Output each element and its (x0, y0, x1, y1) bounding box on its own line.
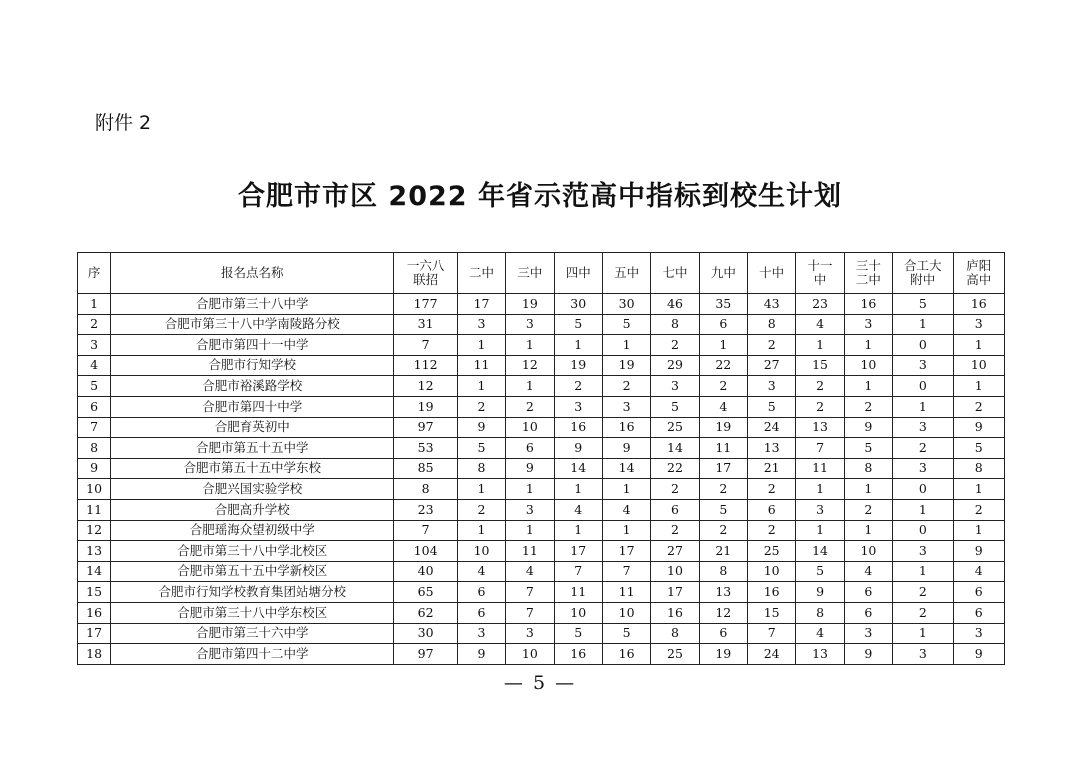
quota-cell: 10 (602, 602, 650, 623)
table-row (78, 582, 1005, 603)
quota-cell: 2 (844, 499, 892, 520)
row-index-cell: 10 (78, 479, 111, 500)
quota-cell: 3 (506, 314, 554, 335)
quota-cell: 35 (699, 294, 747, 315)
quota-cell: 1 (602, 335, 650, 356)
school-name-cell: 合肥市第四十一中学 (111, 335, 394, 356)
quota-cell: 43 (748, 294, 796, 315)
quota-cell: 2 (844, 396, 892, 417)
quota-cell: 3 (796, 499, 844, 520)
quota-cell: 2 (893, 602, 953, 623)
column-header: 庐阳 高中 (953, 253, 1004, 294)
quota-cell: 17 (554, 541, 602, 562)
quota-cell: 1 (796, 479, 844, 500)
quota-cell: 9 (953, 644, 1004, 665)
quota-cell: 3 (651, 376, 699, 397)
quota-cell: 10 (953, 355, 1004, 376)
table-row (78, 314, 1005, 335)
row-index-cell: 12 (78, 520, 111, 541)
school-name-cell: 合肥高升学校 (111, 499, 394, 520)
quota-cell: 12 (699, 602, 747, 623)
row-index-cell: 8 (78, 438, 111, 459)
quota-cell: 16 (602, 417, 650, 438)
quota-cell: 177 (394, 294, 457, 315)
school-name-cell: 合肥市第四十二中学 (111, 644, 394, 665)
quota-cell: 15 (796, 355, 844, 376)
row-index-cell: 11 (78, 499, 111, 520)
quota-cell: 8 (457, 458, 505, 479)
quota-cell: 16 (953, 294, 1004, 315)
quota-cell: 104 (394, 541, 457, 562)
quota-cell: 1 (844, 479, 892, 500)
quota-cell: 23 (796, 294, 844, 315)
quota-cell: 19 (602, 355, 650, 376)
school-name-cell: 合肥兴国实验学校 (111, 479, 394, 500)
quota-cell: 8 (796, 602, 844, 623)
quota-cell: 7 (748, 623, 796, 644)
school-name-cell: 合肥市第三十八中学南陵路分校 (111, 314, 394, 335)
quota-cell: 9 (844, 644, 892, 665)
quota-cell: 1 (893, 499, 953, 520)
school-name-cell: 合肥市第四十中学 (111, 396, 394, 417)
quota-cell: 25 (651, 417, 699, 438)
quota-cell: 9 (457, 417, 505, 438)
quota-cell: 5 (893, 294, 953, 315)
quota-cell: 6 (651, 499, 699, 520)
quota-cell: 5 (953, 438, 1004, 459)
column-header: 三十 二中 (844, 253, 892, 294)
quota-cell: 13 (796, 644, 844, 665)
quota-cell: 24 (748, 644, 796, 665)
quota-cell: 1 (953, 520, 1004, 541)
quota-cell: 0 (893, 376, 953, 397)
quota-cell: 9 (796, 582, 844, 603)
row-index-cell: 15 (78, 582, 111, 603)
quota-cell: 3 (506, 499, 554, 520)
table-row (78, 335, 1005, 356)
quota-cell: 16 (651, 602, 699, 623)
quota-cell: 11 (506, 541, 554, 562)
quota-cell: 2 (699, 479, 747, 500)
quota-cell: 11 (554, 582, 602, 603)
school-name-cell: 合肥市裕溪路学校 (111, 376, 394, 397)
quota-cell: 112 (394, 355, 457, 376)
quota-cell: 30 (602, 294, 650, 315)
table-row (78, 561, 1005, 582)
table-header-row (78, 253, 1005, 294)
quota-cell: 2 (457, 499, 505, 520)
school-name-cell: 合肥市行知学校 (111, 355, 394, 376)
column-header: 七中 (651, 253, 699, 294)
quota-cell: 25 (651, 644, 699, 665)
quota-cell: 1 (506, 376, 554, 397)
quota-cell: 1 (457, 376, 505, 397)
quota-cell: 24 (748, 417, 796, 438)
table-row (78, 623, 1005, 644)
quota-cell: 1 (506, 479, 554, 500)
quota-cell: 8 (651, 623, 699, 644)
quota-cell: 3 (844, 623, 892, 644)
quota-cell: 4 (796, 314, 844, 335)
quota-cell: 6 (748, 499, 796, 520)
quota-cell: 9 (554, 438, 602, 459)
quota-cell: 12 (506, 355, 554, 376)
quota-cell: 4 (699, 396, 747, 417)
quota-cell: 2 (796, 396, 844, 417)
quota-cell: 8 (844, 458, 892, 479)
quota-cell: 16 (602, 644, 650, 665)
quota-cell: 1 (506, 520, 554, 541)
table-row (78, 355, 1005, 376)
quota-cell: 3 (457, 314, 505, 335)
quota-cell: 7 (506, 602, 554, 623)
quota-cell: 9 (506, 458, 554, 479)
quota-cell: 1 (893, 396, 953, 417)
quota-cell: 8 (953, 458, 1004, 479)
quota-cell: 97 (394, 644, 457, 665)
school-name-cell: 合肥市第三十八中学 (111, 294, 394, 315)
quota-cell: 9 (953, 541, 1004, 562)
quota-cell: 19 (506, 294, 554, 315)
quota-cell: 5 (844, 438, 892, 459)
quota-cell: 1 (953, 335, 1004, 356)
row-index-cell: 16 (78, 602, 111, 623)
quota-cell: 30 (394, 623, 457, 644)
table-row (78, 458, 1005, 479)
quota-cell: 19 (699, 644, 747, 665)
quota-cell: 10 (457, 541, 505, 562)
table-row (78, 602, 1005, 623)
quota-cell: 7 (796, 438, 844, 459)
quota-cell: 17 (651, 582, 699, 603)
quota-cell: 4 (457, 561, 505, 582)
quota-cell: 4 (844, 561, 892, 582)
table-row (78, 294, 1005, 315)
quota-cell: 1 (602, 520, 650, 541)
quota-cell: 2 (651, 520, 699, 541)
quota-cell: 10 (844, 541, 892, 562)
quota-cell: 2 (893, 438, 953, 459)
quota-cell: 5 (554, 623, 602, 644)
quota-cell: 5 (796, 561, 844, 582)
quota-cell: 0 (893, 479, 953, 500)
quota-cell: 5 (602, 623, 650, 644)
column-header: 十一 中 (796, 253, 844, 294)
quota-cell: 6 (953, 602, 1004, 623)
quota-cell: 10 (651, 561, 699, 582)
quota-cell: 19 (554, 355, 602, 376)
quota-cell: 31 (394, 314, 457, 335)
table-row (78, 438, 1005, 459)
page-number: — 5 — (503, 672, 577, 694)
quota-cell: 2 (602, 376, 650, 397)
table-row (78, 520, 1005, 541)
quota-cell: 2 (748, 520, 796, 541)
quota-cell: 1 (796, 520, 844, 541)
quota-cell: 10 (748, 561, 796, 582)
quota-cell: 2 (457, 396, 505, 417)
quota-cell: 11 (457, 355, 505, 376)
quota-cell: 10 (506, 644, 554, 665)
column-header: 序 (78, 253, 111, 294)
row-index-cell: 3 (78, 335, 111, 356)
quota-cell: 1 (457, 520, 505, 541)
quota-cell: 3 (953, 623, 1004, 644)
quota-cell: 22 (699, 355, 747, 376)
quota-cell: 17 (602, 541, 650, 562)
quota-cell: 7 (554, 561, 602, 582)
quota-cell: 7 (602, 561, 650, 582)
table-row (78, 499, 1005, 520)
quota-cell: 6 (506, 438, 554, 459)
quota-cell: 19 (699, 417, 747, 438)
row-index-cell: 1 (78, 294, 111, 315)
quota-cell: 1 (844, 376, 892, 397)
quota-cell: 3 (506, 623, 554, 644)
column-header: 二中 (457, 253, 505, 294)
quota-cell: 12 (394, 376, 457, 397)
quota-cell: 5 (457, 438, 505, 459)
attachment-label: 附件 2 (95, 112, 152, 134)
quota-cell: 53 (394, 438, 457, 459)
quota-cell: 6 (844, 602, 892, 623)
table-row (78, 396, 1005, 417)
quota-cell: 8 (699, 561, 747, 582)
quota-cell: 16 (554, 644, 602, 665)
table-row (78, 541, 1005, 562)
quota-cell: 3 (893, 541, 953, 562)
quota-cell: 1 (699, 335, 747, 356)
quota-cell: 3 (748, 376, 796, 397)
school-name-cell: 合肥瑶海众望初级中学 (111, 520, 394, 541)
quota-cell: 14 (651, 438, 699, 459)
quota-cell: 1 (457, 335, 505, 356)
quota-cell: 5 (699, 499, 747, 520)
quota-cell: 8 (748, 314, 796, 335)
column-header: 报名点名称 (111, 253, 394, 294)
quota-cell: 13 (699, 582, 747, 603)
quota-cell: 8 (651, 314, 699, 335)
quota-cell: 29 (651, 355, 699, 376)
quota-cell: 1 (554, 479, 602, 500)
document-title: 合肥市市区 2022 年省示范高中指标到校生计划 (238, 181, 842, 212)
quota-cell: 6 (457, 582, 505, 603)
quota-cell: 1 (953, 376, 1004, 397)
quota-cell: 2 (796, 376, 844, 397)
quota-cell: 2 (699, 376, 747, 397)
quota-cell: 2 (699, 520, 747, 541)
table-row (78, 417, 1005, 438)
quota-cell: 19 (394, 396, 457, 417)
quota-cell: 1 (602, 479, 650, 500)
school-name-cell: 合肥市行知学校教育集团站塘分校 (111, 582, 394, 603)
quota-cell: 2 (748, 335, 796, 356)
quota-cell: 2 (651, 479, 699, 500)
quota-cell: 8 (394, 479, 457, 500)
row-index-cell: 2 (78, 314, 111, 335)
quota-cell: 3 (893, 644, 953, 665)
quota-cell: 9 (457, 644, 505, 665)
quota-cell: 7 (506, 582, 554, 603)
quota-cell: 1 (844, 335, 892, 356)
quota-cell: 21 (699, 541, 747, 562)
quota-cell: 6 (953, 582, 1004, 603)
quota-cell: 97 (394, 417, 457, 438)
quota-cell: 4 (602, 499, 650, 520)
school-name-cell: 合肥市第三十八中学东校区 (111, 602, 394, 623)
quota-cell: 3 (554, 396, 602, 417)
row-index-cell: 7 (78, 417, 111, 438)
quota-cell: 5 (651, 396, 699, 417)
quota-cell: 9 (602, 438, 650, 459)
column-header: 合工大 附中 (893, 253, 953, 294)
quota-cell: 3 (893, 417, 953, 438)
quota-cell: 2 (651, 335, 699, 356)
quota-cell: 16 (748, 582, 796, 603)
quota-cell: 9 (844, 417, 892, 438)
school-name-cell: 合肥市第五十五中学 (111, 438, 394, 459)
row-index-cell: 14 (78, 561, 111, 582)
school-name-cell: 合肥育英初中 (111, 417, 394, 438)
row-index-cell: 17 (78, 623, 111, 644)
row-index-cell: 18 (78, 644, 111, 665)
quota-cell: 2 (953, 396, 1004, 417)
quota-cell: 85 (394, 458, 457, 479)
quota-cell: 14 (796, 541, 844, 562)
quota-cell: 3 (602, 396, 650, 417)
row-index-cell: 9 (78, 458, 111, 479)
quota-cell: 1 (796, 335, 844, 356)
quota-cell: 1 (554, 520, 602, 541)
column-header: 九中 (699, 253, 747, 294)
school-name-cell: 合肥市第三十六中学 (111, 623, 394, 644)
column-header: 十中 (748, 253, 796, 294)
school-name-cell: 合肥市第五十五中学新校区 (111, 561, 394, 582)
quota-cell: 16 (844, 294, 892, 315)
quota-cell: 1 (953, 479, 1004, 500)
quota-cell: 4 (796, 623, 844, 644)
quota-cell: 10 (506, 417, 554, 438)
table-row (78, 479, 1005, 500)
quota-cell: 1 (844, 520, 892, 541)
table-row (78, 644, 1005, 665)
school-name-cell: 合肥市第三十八中学北校区 (111, 541, 394, 562)
quota-cell: 65 (394, 582, 457, 603)
quota-cell: 6 (844, 582, 892, 603)
column-header: 一六八 联招 (394, 253, 457, 294)
quota-cell: 7 (394, 335, 457, 356)
quota-cell: 9 (953, 417, 1004, 438)
quota-cell: 2 (893, 582, 953, 603)
quota-cell: 3 (893, 355, 953, 376)
quota-cell: 4 (953, 561, 1004, 582)
quota-cell: 3 (953, 314, 1004, 335)
quota-cell: 5 (554, 314, 602, 335)
quota-cell: 3 (893, 458, 953, 479)
quota-cell: 2 (953, 499, 1004, 520)
column-header: 五中 (602, 253, 650, 294)
quota-cell: 10 (844, 355, 892, 376)
quota-cell: 7 (394, 520, 457, 541)
quota-cell: 13 (796, 417, 844, 438)
quota-cell: 3 (844, 314, 892, 335)
quota-cell: 21 (748, 458, 796, 479)
quota-cell: 30 (554, 294, 602, 315)
quota-cell: 27 (748, 355, 796, 376)
quota-cell: 15 (748, 602, 796, 623)
quota-cell: 11 (796, 458, 844, 479)
enrollment-plan-table (77, 252, 1005, 665)
quota-cell: 23 (394, 499, 457, 520)
quota-cell: 13 (748, 438, 796, 459)
quota-cell: 27 (651, 541, 699, 562)
quota-cell: 6 (457, 602, 505, 623)
quota-cell: 1 (893, 314, 953, 335)
quota-cell: 40 (394, 561, 457, 582)
quota-cell: 2 (554, 376, 602, 397)
quota-cell: 6 (699, 314, 747, 335)
quota-cell: 0 (893, 335, 953, 356)
quota-cell: 4 (506, 561, 554, 582)
quota-cell: 0 (893, 520, 953, 541)
quota-cell: 25 (748, 541, 796, 562)
quota-cell: 1 (893, 623, 953, 644)
quota-cell: 6 (699, 623, 747, 644)
quota-cell: 1 (893, 561, 953, 582)
quota-cell: 14 (602, 458, 650, 479)
quota-cell: 1 (457, 479, 505, 500)
row-index-cell: 5 (78, 376, 111, 397)
quota-cell: 4 (554, 499, 602, 520)
table-row (78, 376, 1005, 397)
school-name-cell: 合肥市第五十五中学东校 (111, 458, 394, 479)
quota-cell: 14 (554, 458, 602, 479)
quota-cell: 2 (748, 479, 796, 500)
quota-cell: 17 (457, 294, 505, 315)
quota-cell: 16 (554, 417, 602, 438)
quota-cell: 17 (699, 458, 747, 479)
quota-cell: 5 (748, 396, 796, 417)
quota-cell: 10 (554, 602, 602, 623)
quota-cell: 11 (602, 582, 650, 603)
quota-cell: 5 (602, 314, 650, 335)
quota-cell: 46 (651, 294, 699, 315)
quota-cell: 1 (554, 335, 602, 356)
table-body (78, 294, 1005, 665)
quota-cell: 11 (699, 438, 747, 459)
row-index-cell: 6 (78, 396, 111, 417)
row-index-cell: 13 (78, 541, 111, 562)
quota-cell: 62 (394, 602, 457, 623)
quota-cell: 1 (506, 335, 554, 356)
column-header: 三中 (506, 253, 554, 294)
quota-cell: 22 (651, 458, 699, 479)
column-header: 四中 (554, 253, 602, 294)
quota-cell: 2 (506, 396, 554, 417)
quota-cell: 3 (457, 623, 505, 644)
row-index-cell: 4 (78, 355, 111, 376)
